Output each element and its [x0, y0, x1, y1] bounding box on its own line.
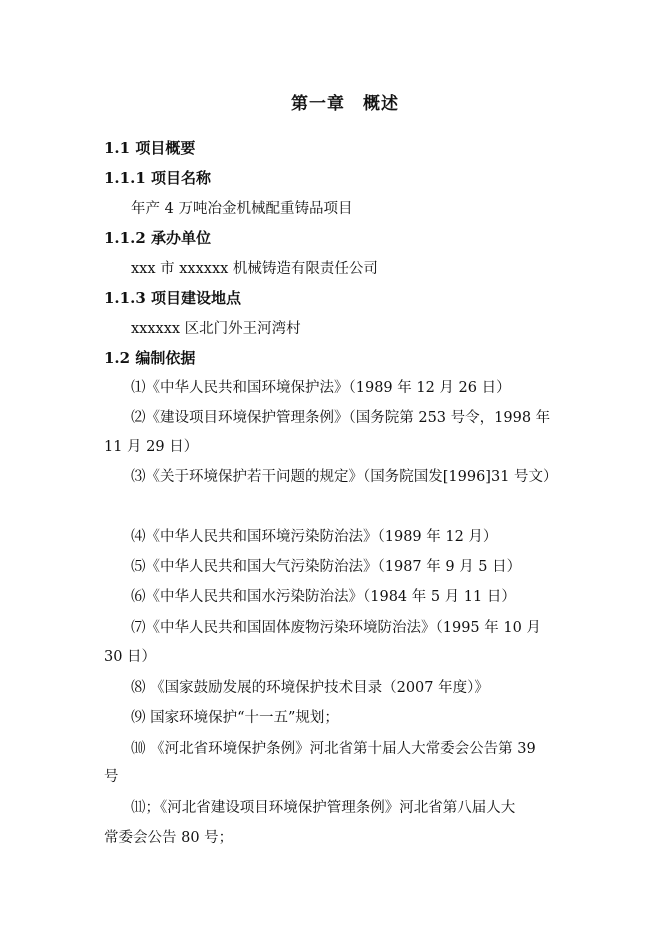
project-name-text: 年产 4 万吨冶金机械配重铸品项目 — [131, 201, 353, 217]
basis-item: ⑺《中华人民共和国固体废物污染环境防治法》（1995 年 10 月 — [131, 620, 541, 636]
section-heading-1-1-2: 1.1.2 承办单位 — [104, 229, 211, 247]
basis-item-continuation: 30 日） — [104, 649, 157, 665]
basis-item: ⑷《中华人民共和国环境污染防治法》（1989 年 12 月） — [131, 529, 498, 545]
basis-item-continuation: 常委会公告 80 号； — [104, 830, 234, 846]
basis-item: ⑴《中华人民共和国环境保护法》（1989 年 12 月 26 日） — [131, 380, 511, 396]
basis-item: ⑾；《河北省建设项目环境保护管理条例》河北省第八届人大 — [131, 800, 516, 816]
site-location-text: xxxxxx 区北门外王河湾村 — [131, 321, 301, 337]
basis-item-continuation: 号 — [104, 769, 119, 785]
basis-item: ⑶《关于环境保护若干问题的规定》（国务院国发[1996]31 号文） — [131, 469, 558, 485]
basis-item: ⑹《中华人民共和国水污染防治法》（1984 年 5 月 11 日） — [131, 589, 516, 605]
section-heading-1-2: 1.2 编制依据 — [104, 349, 196, 367]
basis-item: ⑻ 《国家鼓励发展的环境保护技术目录（2007 年度）》 — [131, 680, 489, 696]
organizer-text: xxx 市 xxxxxx 机械铸造有限责任公司 — [131, 261, 378, 277]
basis-item: ⑸《中华人民共和国大气污染防治法》（1987 年 9 月 5 日） — [131, 559, 522, 575]
section-heading-1-1: 1.1 项目概要 — [104, 139, 196, 157]
basis-item-continuation: 11 月 29 日） — [104, 439, 199, 455]
section-heading-1-1-1: 1.1.1 项目名称 — [104, 169, 211, 187]
basis-item: ⑵《建设项目环境保护管理条例》（国务院第 253 号令，1998 年 — [131, 410, 551, 426]
chapter-title: 第一章 概述 — [291, 94, 399, 114]
basis-item: ⑼ 国家环境保护“十一五”规划； — [131, 710, 339, 726]
basis-item: ⑽ 《河北省环境保护条例》河北省第十届人大常委会公告第 39 — [131, 741, 536, 757]
section-heading-1-1-3: 1.1.3 项目建设地点 — [104, 289, 241, 307]
